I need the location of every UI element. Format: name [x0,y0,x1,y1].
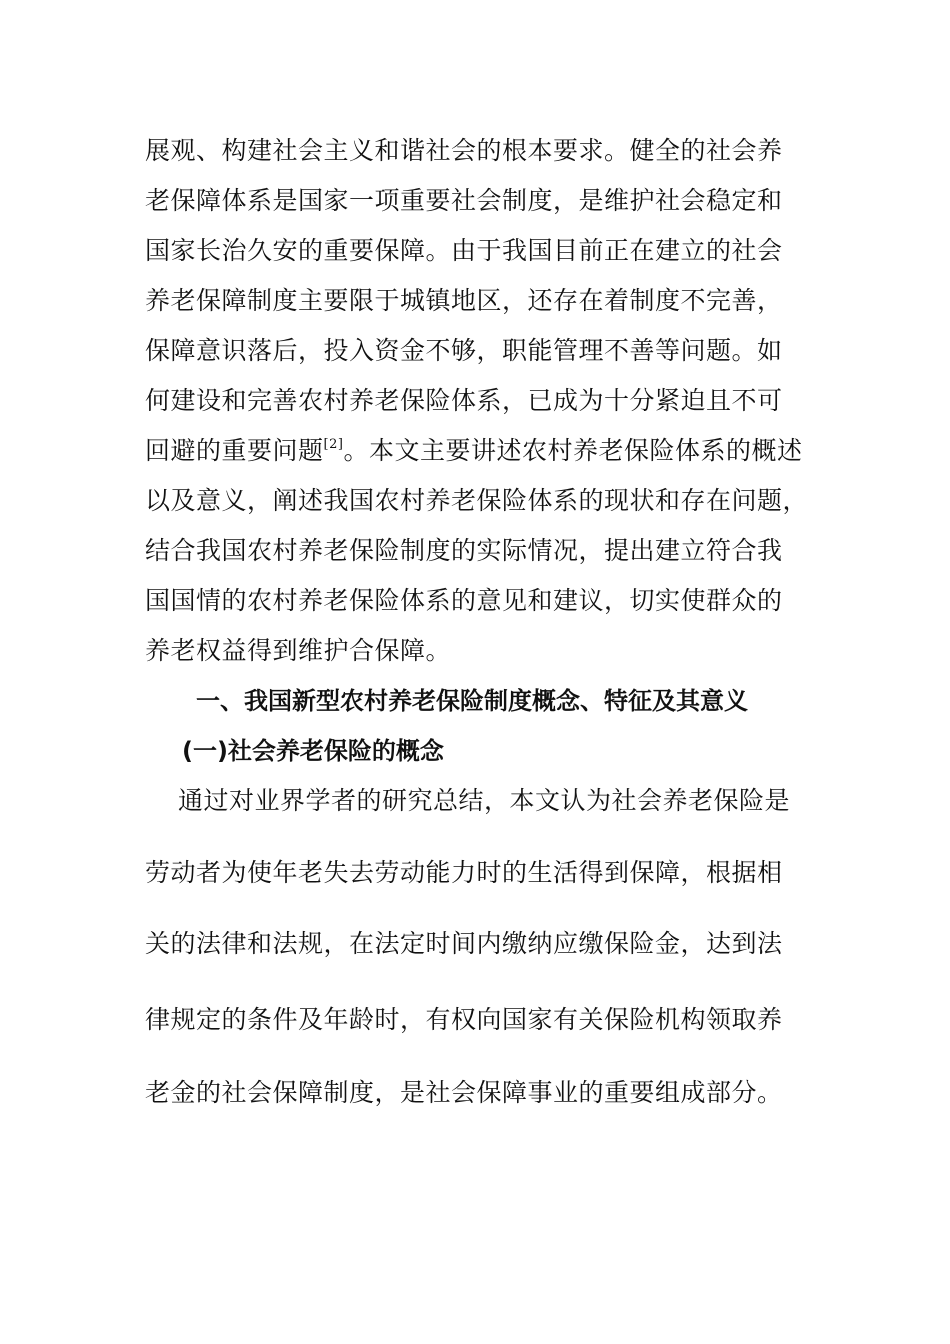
paragraph-line: 以及意义，阐述我国农村养老保险体系的现状和存在问题， [145,486,809,515]
section-heading: 一、我国新型农村养老保险制度概念、特征及其意义 [196,687,748,715]
paragraph-line: 国家长治久安的重要保障。由于我国目前正在建立的社会 [145,236,783,265]
citation-marker: [2] [323,437,344,452]
paragraph-line: 展观、构建社会主义和谐社会的根本要求。健全的社会养 [145,136,783,165]
paragraph-line: 律规定的条件及年龄时，有权向国家有关保险机构领取养 [145,1005,783,1034]
paragraph-line: 通过对业界学者的研究总结，本文认为社会养老保险是 [178,786,791,815]
paragraph-line: 老金的社会保障制度，是社会保障事业的重要组成部分。 [145,1078,783,1107]
paragraph-line: 养老权益得到维护合保障。 [145,636,452,665]
paragraph-line: 国国情的农村养老保险体系的意见和建议，切实使群众的 [145,586,783,615]
paragraph-line: 关的法律和法规，在法定时间内缴纳应缴保险金，达到法 [145,929,783,958]
paragraph-line: 结合我国农村养老保险制度的实际情况，提出建立符合我 [145,536,783,565]
paragraph-line: 保障意识落后，投入资金不够，职能管理不善等问题。如 [145,336,783,365]
paragraph-line: 劳动者为使年老失去劳动能力时的生活得到保障，根据相 [145,858,783,887]
paragraph-line: 老保障体系是国家一项重要社会制度，是维护社会稳定和 [145,186,783,215]
paragraph-line-with-citation [145,436,802,466]
paragraph-line: 何建设和完善农村养老保险体系，已成为十分紧迫且不可 [145,386,783,415]
cite-line-before: 回避的重要问题 [145,436,324,465]
paragraph-line: 养老保障制度主要限于城镇地区，还存在着制度不完善， [145,286,783,315]
cite-line-after: 。本文主要讲述农村养老保险体系的概述 [343,436,803,465]
subsection-heading: (一)社会养老保险的概念 [182,737,444,765]
